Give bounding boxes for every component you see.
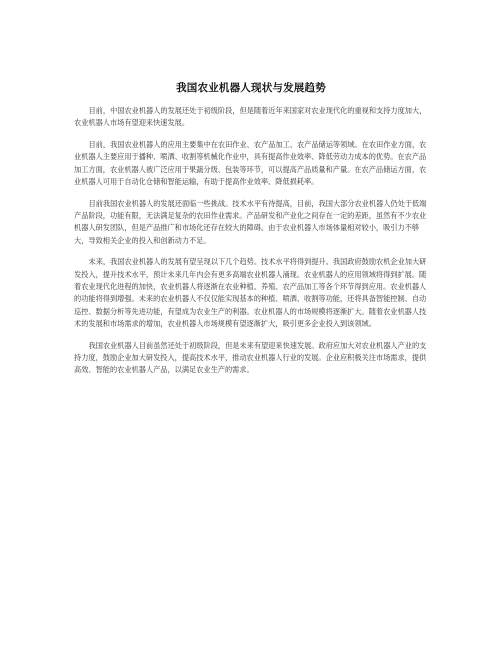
paragraph-applications: 目前，我国农业机器人的应用主要集中在农田作业、农产品加工、农产品储运等领域。在农田作业方面，农业机器人主要应用于播种、喷洒、收割等机械化作业中，具有提高作业效率、降低劳动力成本的优势。在农产品加工方面，农业机器人被广泛应用于果蔬分级、包装等环节，可以提高产品质量和产量。在农产品储运方面，农业机器人可用于自动化仓储和智能运输，有助于提高作业效率、降低损耗率。 (74, 140, 427, 186)
paragraph-trends: 未来，我国农业机器人的发展有望呈现以下几个趋势。技术水平将得到提升。我国政府鼓励农机企业加大研发投入，提升技术水平，预计未来几年内会有更多高端农业机器人涌现。农业机器人的应用领域将得到扩展。随着农业现代化进程的加快，农业机器人将逐渐在农业种植、养殖、农产品加工等各个环节得到应用。农业机器人的功能将得到增强。未来的农业机器人不仅仅能实现基本的种植、喷洒、收割等功能，还将具备智能控制、自动巡控、数据分析等先进功能，有望成为农业生产的利器。农业机器人的市场规模将逐渐扩大。随着农业机器人技术的发展和市场需求的增加，农业机器人市场规模有望逐渐扩大，吸引更多企业投入到该领域。 (74, 257, 427, 328)
paragraph-intro: 目前，中国农业机器人的发展还处于初级阶段，但是随着近年来国家对农业现代化的重视和支持力度加大，农业机器人市场有望迎来快速发展。 (74, 106, 427, 128)
paragraph-challenges: 目前我国农业机器人的发展还面临一些挑战。技术水平有待提高，目前，我国大部分农业机器人仍处于低端产品阶段，功能有限，无法满足复杂的农田作业需求。产品研发和产业化之间存在一定的差距，虽然有不少农业机器人研发团队，但是产品推广和市场化还存在较大的障碍。由于农业机器人市场体量相对较小，吸引力不够大，导致相关企业的投入和创新动力不足。 (74, 198, 427, 245)
document-body (74, 105, 432, 386)
paragraph-conclusion: 我国农业机器人目前虽然还处于初级阶段，但是未来有望迎来快速发展。政府应加大对农业机器人产业的支持力度，鼓励企业加大研发投入，提高技术水平，推动农业机器人行业的发展。企业应积极关注市场需求，提供高效、智能的农业机器人产品，以满足农业生产的需求。 (74, 340, 427, 375)
document-title: 我国农业机器人现状与发展趋势 (176, 82, 326, 94)
